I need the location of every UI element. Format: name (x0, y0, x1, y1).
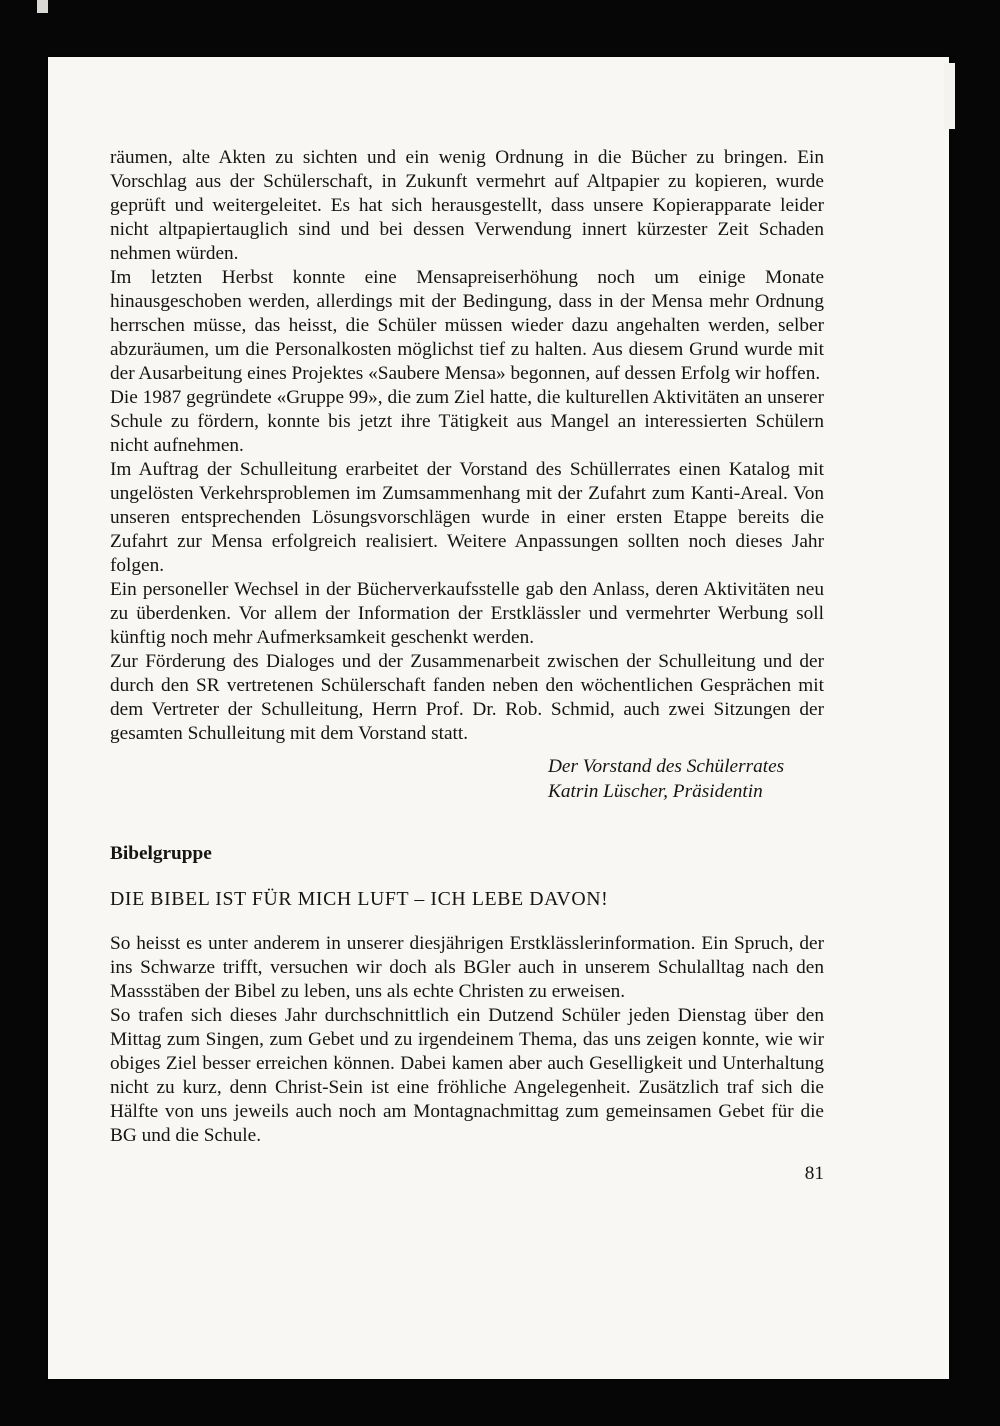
body-paragraph: Die 1987 gegründete «Gruppe 99», die zum Ziel hatte, die kulturellen Aktivitäten an unserer Schule zu fördern, konnte bis jetzt ihre Tätigkeit aus Mangel an interessierten Schülern nicht aufnehmen. (110, 387, 824, 456)
page-number: 81 (804, 1163, 824, 1184)
section-title: DIE BIBEL IST FÜR MICH LUFT – ICH LEBE DAVON! (110, 888, 609, 910)
section-heading: Bibelgruppe (110, 843, 212, 864)
signature-block (548, 754, 824, 804)
scan-artifact (944, 63, 955, 129)
body-paragraph: Zur Förderung des Dialoges und der Zusammenarbeit zwischen der Schulleitung und der durch den SR vertretenen Schülerschaft fanden neben den wöchentlichen Gesprächen mit dem Vertreter der Schulleitung, Herrn Prof. Dr. Rob. Schmid, auch zwei Sitzungen der gesamten Schulleitung mit dem Vorstand statt. (110, 651, 824, 744)
signature-role: Der Vorstand des Schülerrates (548, 756, 785, 777)
signature-name: Katrin Lüscher, Präsidentin (548, 781, 763, 802)
body-paragraph: Im letzten Herbst konnte eine Mensapreiserhöhung noch um einige Monate hinausgeschoben werden, allerdings mit der Bedingung, dass in der Mensa mehr Ordnung herrschen müsse, das heisst, die Schüler müssen wieder dazu angehalten werden, selber abzuräumen, um die Personalkosten möglichst tief zu halten. Aus diesem Grund wurde mit der Ausarbeitung eines Projektes «Saubere Mensa» begonnen, auf dessen Erfolg wir hoffen. (110, 267, 824, 384)
text-block (110, 146, 824, 1186)
scan-artifact (37, 0, 48, 13)
section-paragraph: So trafen sich dieses Jahr durchschnittlich ein Dutzend Schüler jeden Dienstag über den Mittag zum Singen, zum Gebet und zu irgendeinem Thema, das uns zeigen konnte, wie wir obiges Ziel besser erreichen können. Dabei kamen aber auch Geselligkeit und Unterhaltung nicht zu kurz, denn Christ-Sein ist eine fröhliche Angelegenheit. Zusätzlich traf sich die Hälfte von uns jeweils auch noch am Montagnachmittag zum gemeinsamen Gebet für die BG und die Schule. (110, 1005, 824, 1146)
section-paragraph: So heisst es unter anderem in unserer diesjährigen Erstklässlerinformation. Ein Spruch, der ins Schwarze trifft, versuchen wir doch als BGler auch in unserem Schulalltag nach den Massstäben der Bibel zu leben, uns als echte Christen zu erweisen. (110, 933, 824, 1002)
body-paragraph: räumen, alte Akten zu sichten und ein wenig Ordnung in die Bücher zu bringen. Ein Vorschlag aus der Schülerschaft, in Zukunft vermehrt auf Altpapier zu kopieren, wurde geprüft und weitergeleitet. Es hat sich herausgestellt, dass unsere Kopierapparate leider nicht altpapiertauglich sind und bei dessen Verwendung innert kürzester Zeit Schaden nehmen würden. (110, 147, 824, 264)
document-page (48, 57, 949, 1379)
body-paragraph: Ein personeller Wechsel in der Bücherverkaufsstelle gab den Anlass, deren Aktivitäten neu zu überdenken. Vor allem der Information der Erstklässler und vermehrter Werbung soll künftig noch mehr Aufmerksamkeit geschenkt werden. (110, 579, 824, 648)
body-paragraph: Im Auftrag der Schulleitung erarbeitet der Vorstand des Schüllerrates einen Katalog mit ungelösten Verkehrsproblemen im Zumsammenhang mit der Zufahrt zum Kanti-Areal. Von unseren entsprechenden Lösungsvorschlägen wurde in einer ersten Etappe bereits die Zufahrt zur Mensa erfolgreich realisiert. Weitere Anpassungen sollten noch dieses Jahr folgen. (110, 459, 824, 576)
